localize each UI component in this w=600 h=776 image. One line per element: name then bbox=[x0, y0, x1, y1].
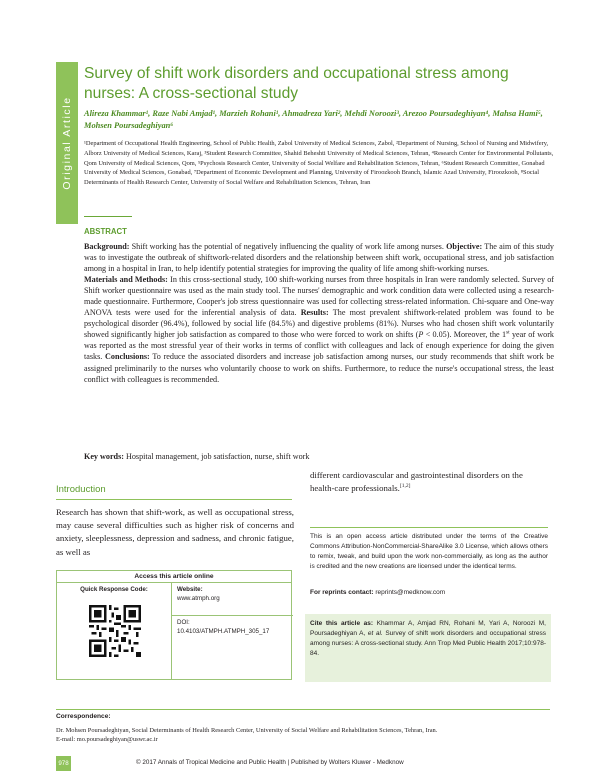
intro-divider bbox=[56, 499, 292, 500]
methods-text: In this cross-sectional study, 100 shift-working nurses from three hospitals in Iran were randomly selected. Survey of Shift worker questionnaire was used as the main study tool. The nurses' demographic and work condition data were collected using a research-made questionnaire. Furthermore, Cooper's job stress questionnaire was used for collecting stress-related information. Chi-square and One-way ANOVA tests were used for the inferential analysis of data. bbox=[84, 275, 555, 318]
correspondence-divider bbox=[56, 709, 550, 710]
doi-label: DOI: bbox=[177, 619, 190, 626]
abstract-divider bbox=[84, 216, 132, 217]
citation-box bbox=[305, 614, 551, 682]
article-type-label: Original Article bbox=[61, 96, 73, 190]
access-box-divider bbox=[172, 615, 293, 616]
intro-heading: Introduction bbox=[56, 484, 106, 495]
keywords bbox=[84, 452, 554, 461]
objective-text: The aim of this study was to investigate the outbreak of shiftwork-related disorders and the relationship between shift work, occupational stress, and job satisfaction among in a hospital in Iran, to help identify potential strategies for improving the quality of life among shift-working nurses. bbox=[84, 242, 554, 274]
objective-label: Objective: bbox=[446, 242, 483, 251]
reprints-label: For reprints contact: bbox=[310, 589, 374, 596]
reprints-email[interactable]: reprints@medknow.com bbox=[375, 589, 446, 596]
website-block bbox=[177, 583, 289, 603]
author-list: Alireza Khammar¹, Raze Nabi Amjad¹, Marzieh Rohani¹, Ahmadreza Yari², Mehdi Noroozi³, Arezoo Poursadeghiyan⁴, Mahsa Hami⁵, Mohsen Poursadeghiyan⁶ bbox=[84, 109, 543, 130]
conclusions-label: Conclusions: bbox=[105, 352, 150, 362]
article-title: Survey of shift work disorders and occupational stress among nurses: A cross-sectional study bbox=[84, 65, 509, 102]
access-online-box bbox=[56, 570, 292, 680]
keywords-text: Hospital management, job satisfaction, nurse, shift work bbox=[125, 452, 310, 461]
correspondence-email[interactable]: E-mail: mo.poursadeghiyan@uswr.ac.ir bbox=[56, 736, 158, 743]
reprints-line bbox=[310, 589, 548, 596]
citation-text: Cite this article as: Khammar A, Amjad RN, Rohani M, Yari A, Noroozi M, Poursadeghiyan A, et al. Survey of shift work disorders and occupational stress among nurses: A cross-sectional study. Ann Trop Med Public Health 2017;10:978-84. bbox=[310, 620, 547, 658]
footer-text: © 2017 Annals of Tropical Medicine and Public Health | Published by Wolters Kluwer - Medknow bbox=[136, 759, 404, 766]
doi-block bbox=[177, 619, 289, 636]
license-divider bbox=[310, 527, 548, 528]
abstract-heading: ABSTRACT bbox=[84, 227, 127, 236]
citation-ref[interactable]: [1,2] bbox=[399, 483, 411, 490]
page-number: 978 bbox=[56, 756, 71, 771]
access-box-title: Access this article online bbox=[57, 571, 291, 583]
license-text: This is an open access article distributed under the terms of the Creative Commons Attribution-NonCommercial-ShareAlike 3.0 License, which allows others to remix, tweak, and build upon the work non-commercially, as long as the author is credited and the new creations are licensed under the identical terms. bbox=[310, 533, 548, 571]
qr-code-icon[interactable] bbox=[89, 605, 141, 657]
intro-text-right: different cardiovascular and gastrointestinal disorders on the health-care professionals.[1,2] bbox=[310, 470, 523, 494]
doi-link[interactable]: 10.4103/ATMPH.ATMPH_305_17 bbox=[177, 627, 270, 635]
conclusions-text: To reduce the associated disorders and increase job satisfaction among nurses, our study recommends that shift work be assigned preliminarily to the nurses who voluntarily choose to work on shifts. Furthermore, to reduce the nurse's occupational stress, the least conflict with colleagues is recommended. bbox=[84, 352, 554, 384]
cite-label: Cite this article as: bbox=[310, 620, 374, 627]
website-label: Website: bbox=[177, 586, 203, 593]
abstract-body bbox=[84, 241, 554, 385]
article-type-tab bbox=[56, 62, 78, 224]
results-text: The most prevalent shiftwork-related problem was found to be psychological disorder (96.4%), followed by social life (84.5%) and digestive problems (81%). Nurses who had chosen shift work voluntarily showed significantly higher job satisfaction as compared to those who were forced to work on shifts (P < 0.05). Moreover, the 1st year of work was reported as the most stressful year of their works in terms of conflict with colleagues and lack of enough experience for doing the given tasks. bbox=[84, 308, 554, 362]
background-label: Background: bbox=[84, 242, 130, 251]
results-label: Results: bbox=[300, 308, 329, 318]
methods-label: Materials and Methods: bbox=[84, 275, 168, 285]
intro-text-left: Research has shown that shift-work, as well as occupational stress, may cause several difficulties such as higher risk of concerns and anxiety, sleeplessness, depression and sadness, and chronic fatigue, as well as bbox=[56, 507, 294, 557]
qr-cell bbox=[57, 583, 172, 679]
keywords-label: Key words: bbox=[84, 452, 124, 461]
background-text: Shift working has the potential of negatively influencing the quality of work life among nurses. bbox=[131, 242, 444, 251]
qr-label: Quick Response Code: bbox=[80, 586, 148, 593]
correspondence-heading: Correspondence: bbox=[56, 713, 111, 720]
website-link[interactable]: www.atmph.org bbox=[177, 594, 220, 602]
correspondence-address: Dr. Mohsen Poursadeghiyan, Social Determinants of Health Research Center, University of Social Welfare and Rehabilitation Sciences, Tehran, Iran. bbox=[56, 727, 438, 734]
affiliations: ¹Department of Occupational Health Engineering, School of Public Health, Zabol University of Medical Sciences, Zabol, ²Department of Nursing, School of Nursing and Midwifery, Alborz University of Medical Sciences, Karaj, ³Student Research Committee, Shahid Beheshti University of Medical Sciences, Tehran, ⁴Research Center for Environmental Pollutants, Qom University of Medical Sciences, Qom, ⁵Psychosis Research Center, University of Social Welfare and Rehabilitation Sciences, Tehran, ⁶Student Research Committee, Gonabad University of Medical Sciences, Gonabad, ⁷Department of Economic Development and Planning, University of Firoozkooh Branch, Islamic Azad University, Firoozkooh, ⁸Social Determinants of Health Research Center, University of Social Welfare and Rehabilitation Sciences, Tehran, Iran bbox=[84, 140, 554, 187]
